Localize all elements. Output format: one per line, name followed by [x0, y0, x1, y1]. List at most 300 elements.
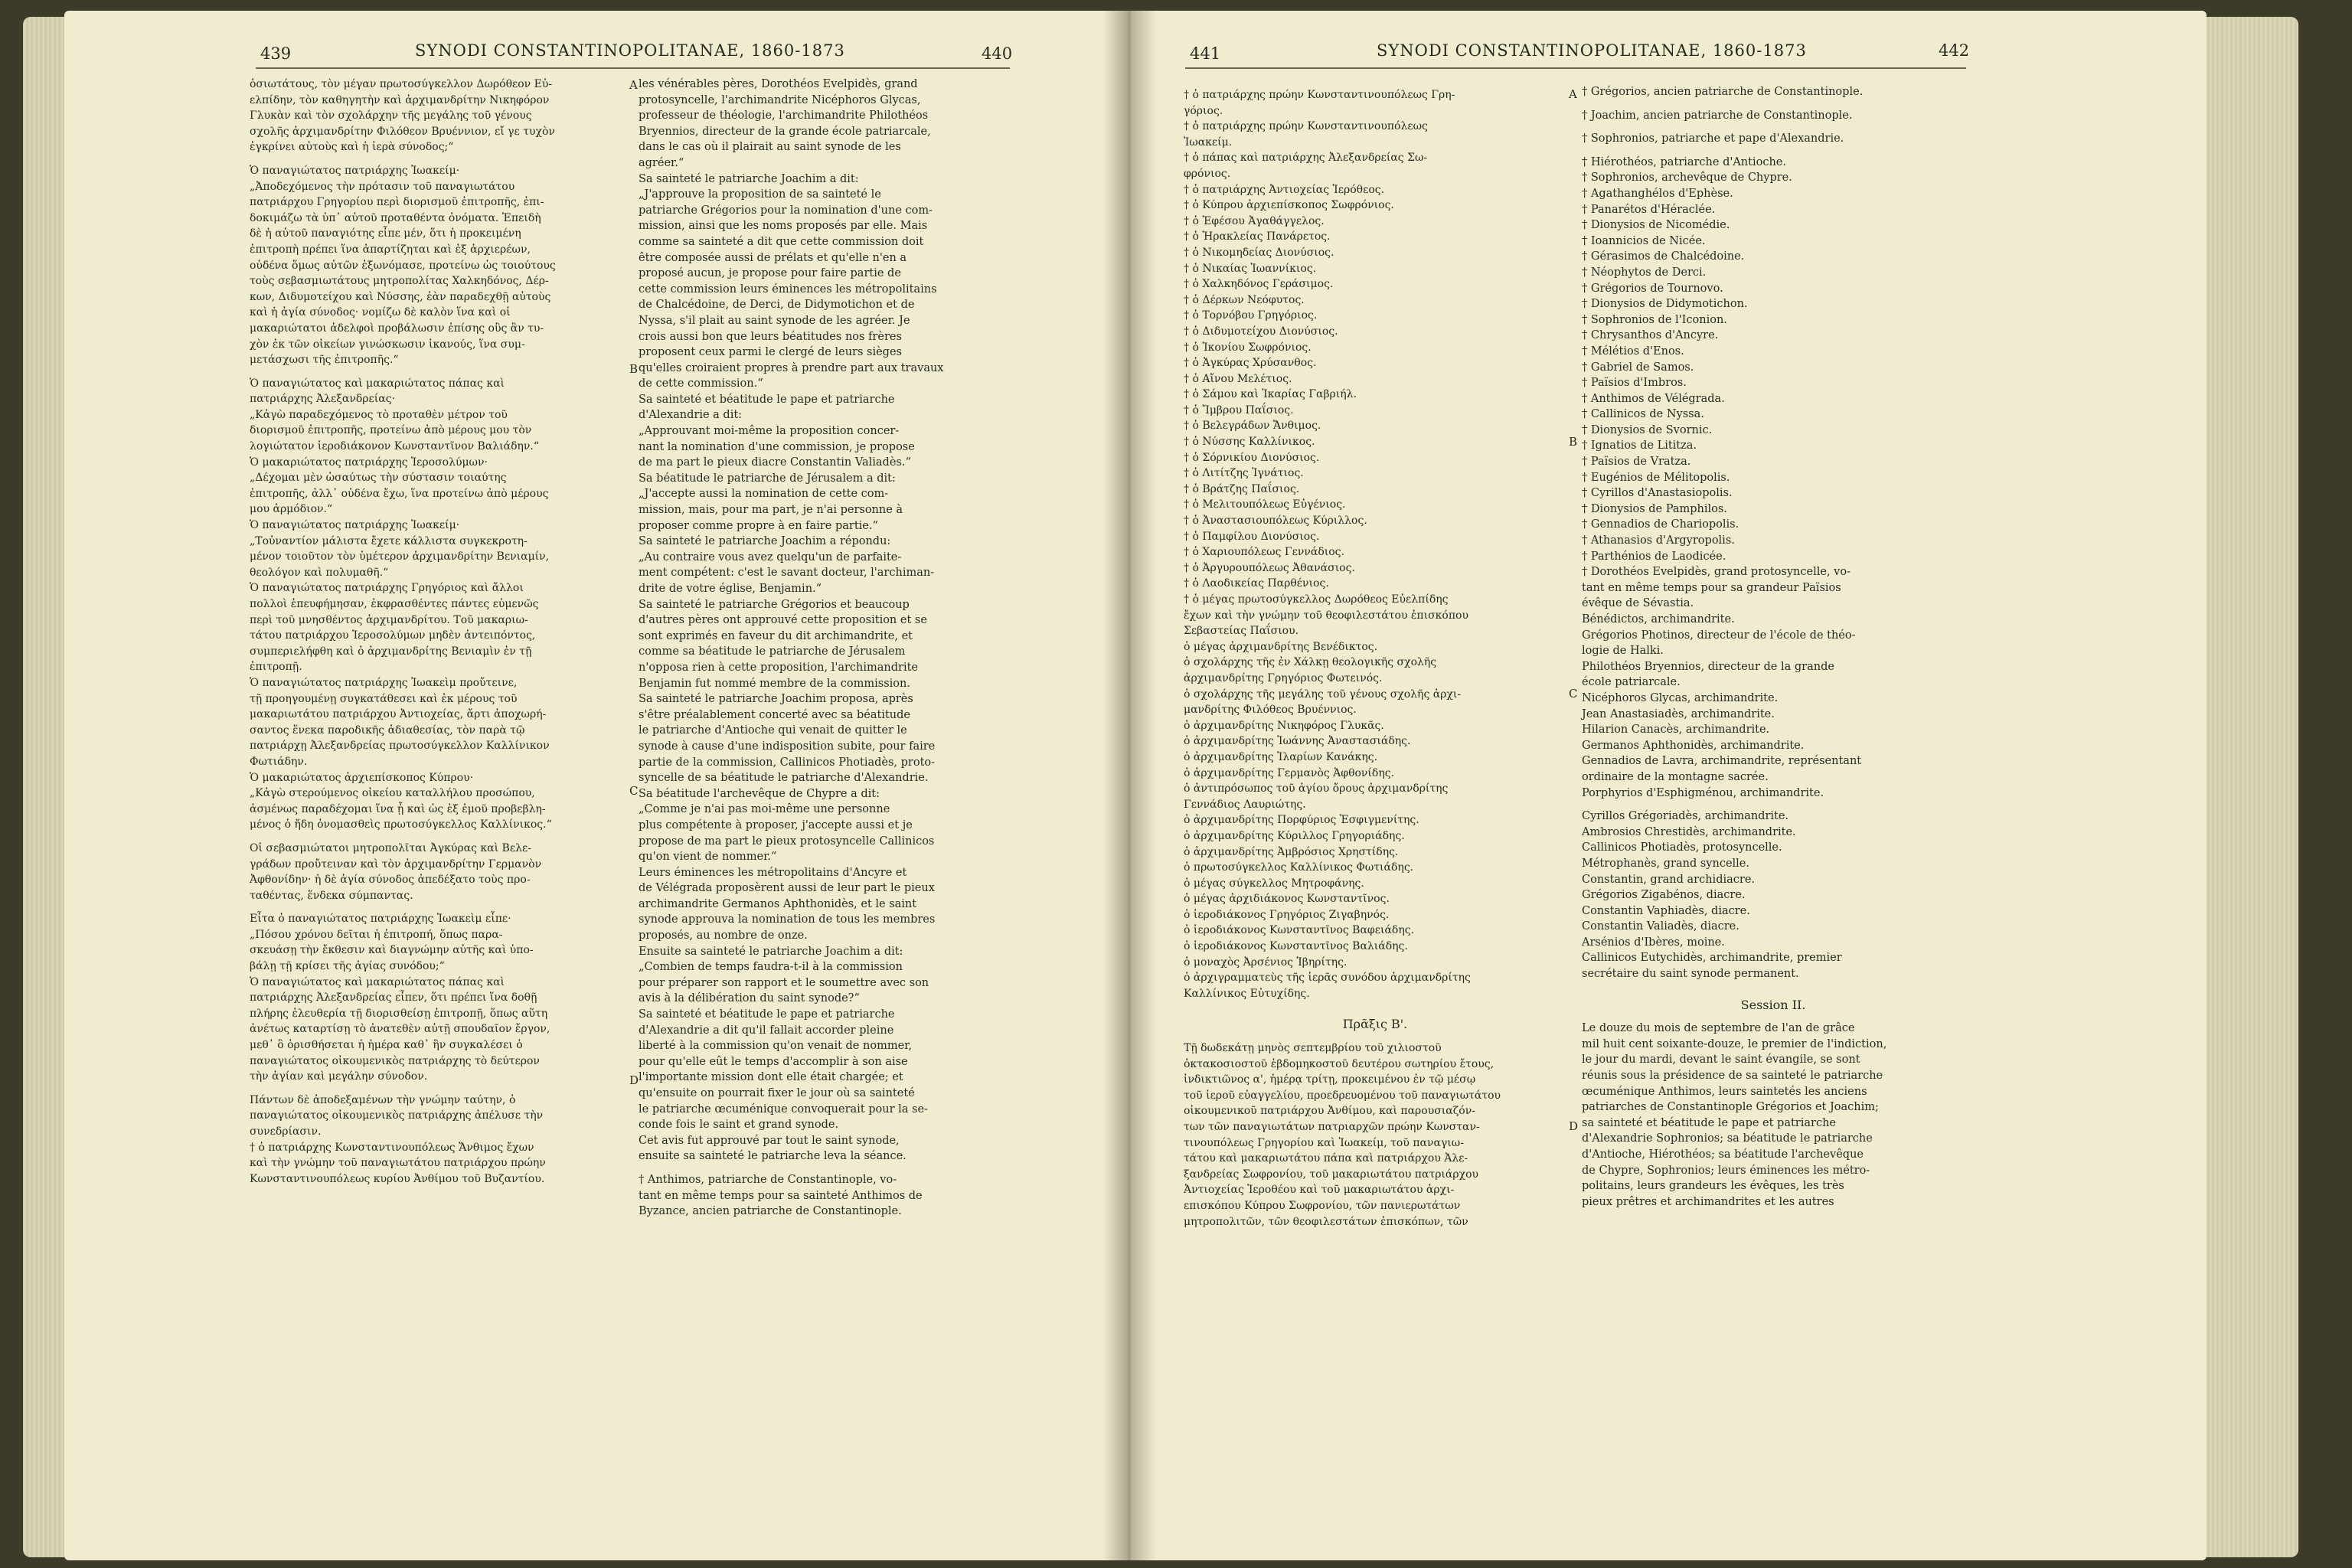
- text-line: Ὁ μακαριώτατος ἀρχιεπίσκοπος Κύπρου·: [250, 771, 474, 784]
- text-line: ελπίδην, τὸν καθηγητὴν καὶ ἀρχιμανδρίτην Νικηφόρον: [250, 93, 550, 106]
- text-line: réunis sous la présidence de sa sainteté le patriarche: [1582, 1070, 1883, 1083]
- text-line: Σεβαστείας Παΐσιου.: [1184, 625, 1299, 638]
- text-line: † Ioannicios de Nicée.: [1582, 234, 1706, 247]
- text-line: comme sa béatitude le patriarche de Jérusalem: [639, 645, 906, 658]
- text-line: ὁ ἀρχιμανδρίτης Ἰωάννης Ἀναστασιάδης.: [1184, 735, 1411, 748]
- text-line: patriarches de Constantinople Grégorios et Joachim;: [1582, 1101, 1879, 1114]
- text-line: [250, 368, 626, 376]
- text-line: ὁ μοναχὸς Ἀρσένιος Ἰβηρίτης.: [1184, 956, 1348, 969]
- text-line: [1582, 147, 1965, 155]
- margin-letter-c: C: [629, 784, 639, 798]
- text-line: πλήρης ἐλευθερία τῇ διορισθείσῃ ἐπιτροπῇ, ὅπως αὕτη: [250, 1007, 548, 1020]
- text-line: θεολόγον καὶ πολυμαθῆ.“: [250, 566, 389, 579]
- text-line: τινουπόλεως Γρηγορίου καὶ Ἰωακείμ, τοῦ παναγιω-: [1184, 1136, 1464, 1149]
- text-line: † ὁ Ἴμβρου Παΐσιος.: [1184, 403, 1294, 416]
- text-line: l'importante mission dont elle était chargée; et: [639, 1071, 903, 1084]
- text-line: ὁ ἀντιπρόσωπος τοῦ ἁγίου ὄρους ἀρχιμανδρίτης: [1184, 782, 1449, 795]
- text-line: † Gabriel de Samos.: [1582, 361, 1694, 374]
- text-line: σχολῆς ἀρχιμανδρίτην Φιλόθεον Βρυέννιον, εἴ γε τυχὸν: [250, 125, 555, 138]
- text-line: † ὁ Μελιτουπόλεως Εὐγένιος.: [1184, 498, 1346, 511]
- text-line: le patriarche œcuménique convoquerait pour la se-: [639, 1102, 928, 1116]
- text-line: d'Alexandrie a dit qu'il fallait accorder pleine: [639, 1024, 894, 1037]
- text-line: école patriarcale.: [1582, 676, 1681, 689]
- text-line: de ma part le pieux diacre Constantin Valiadès.“: [639, 456, 911, 469]
- text-line: d'Alexandrie a dit:: [639, 409, 743, 422]
- text-line: Sa sainteté le patriarche Joachim a répondu:: [639, 535, 891, 548]
- text-line: † Grégorios, ancien patriarche de Constantinople.: [1582, 86, 1864, 98]
- text-line: Hilarion Canacès, archimandrite.: [1582, 724, 1770, 737]
- text-line: Byzance, ancien patriarche de Constantinople.: [639, 1205, 902, 1218]
- text-line: † Néophytos de Derci.: [1582, 266, 1707, 279]
- spacer: [1582, 982, 1965, 998]
- text-line: [250, 155, 626, 163]
- text-line: ταθέντας, ἕνδεκα σύμπαντας.: [250, 889, 413, 902]
- text-line: Bryennios, directeur de la grande école patriarcale,: [639, 125, 931, 138]
- section-heading: Πρᾶξις Β'.: [1342, 1017, 1408, 1032]
- text-line: crois aussi bon que leurs béatitudes nos frères: [639, 330, 902, 343]
- text-line: Ὁ παναγιώτατος πατριάρχης Ἰωακείμ·: [250, 164, 460, 177]
- text-line: ment compétent: c'est le savant docteur, l'archiman-: [639, 567, 935, 580]
- text-line: περὶ τοῦ μνησθέντος ἀρχιμανδρίτου. Τοῦ μακαριω-: [250, 613, 528, 626]
- text-line: † ὁ Κύπρου ἀρχιεπίσκοπος Σωφρόνιος.: [1184, 199, 1394, 212]
- text-line: Γεννάδιος Λαυριώτης.: [1184, 798, 1306, 811]
- margin-letter-c: C: [1569, 687, 1578, 701]
- text-line: μένον τοιοῦτον τὸν ὑμέτερον ἀρχιμανδρίτην Βενιαμίν,: [250, 550, 550, 564]
- text-line: † ὁ πατριάρχης πρώην Κωνσταντινουπόλεως: [1184, 120, 1428, 133]
- text-line: † Sophronios de l'Iconion.: [1582, 313, 1727, 326]
- text-line: ἀσμένως παραδέχομαι ἵνα ᾖ καὶ ὡς ἐξ ἐμοῦ προβεβλη-: [250, 802, 546, 815]
- text-line: † ὁ Ἰκονίου Σωφρόνιος.: [1184, 341, 1312, 354]
- margin-letter-d: D: [1569, 1119, 1579, 1133]
- text-line: d'autres pères ont approuvé cette proposition et se: [639, 614, 927, 627]
- text-line: τῇ προηγουμένῃ συγκατάθεσει καὶ ἐκ μέρους τοῦ: [250, 692, 518, 705]
- text-line: évêque de Sévastia.: [1582, 597, 1694, 610]
- text-line: ἔχων καὶ τὴν γνώμην τοῦ θεοφιλεστάτου ἐπισκόπου: [1184, 609, 1468, 622]
- text-line: Cyrillos Grégoriadès, archimandrite.: [1582, 810, 1789, 823]
- text-line: ὁ ἀρχιμανδρίτης Πορφύριος Ἐσφιγμενίτης.: [1184, 814, 1419, 827]
- text-line: † ὁ Διδυμοτείχου Διονύσιος.: [1184, 325, 1338, 338]
- text-line: † Ignatios de Lititza.: [1582, 439, 1697, 452]
- margin-letter-a: A: [629, 78, 638, 92]
- text-line: † ὁ Ἀναστασιουπόλεως Κύριλλος.: [1184, 514, 1367, 528]
- text-line: τοὺς σεβασμιωτάτους μητροπολίτας Χαλκηδόνος, Δέρ-: [250, 275, 549, 288]
- text-line: ὁσιωτάτους, τὸν μέγαν πρωτοσύγκελλον Δωρόθεον Εὐ-: [250, 78, 553, 90]
- text-line: proposé aucun, je propose pour faire partie de: [639, 267, 901, 280]
- text-line: ὁ ἱεροδιάκονος Γρηγόριος Ζιγαβηνός.: [1184, 908, 1390, 921]
- text-line: μένος ὁ ἤδη ὀνομασθεὶς πρωτοσύγκελλος Καλλίνικος.“: [250, 818, 552, 831]
- text-line: ὁ μέγας ἀρχιμανδρίτης Βενέδικτος.: [1184, 640, 1378, 653]
- text-line: „J'approuve la proposition de sa sainteté le: [639, 188, 881, 201]
- margin-letter-b: B: [629, 362, 639, 376]
- text-line: † ὁ Παμφίλου Διονύσιος.: [1184, 530, 1320, 543]
- text-line: „Κἀγὼ στερούμενος οἰκείου καταλλήλου προσώπου,: [250, 787, 535, 800]
- text-line: s'être préalablement concerté avec sa béatitude: [639, 708, 910, 721]
- text-line: tant en même temps pour sa grandeur Païsios: [1582, 581, 1841, 594]
- left-page-edges: [23, 17, 66, 1557]
- text-line: mission, mais, pour ma part, je n'ai personne à: [639, 504, 903, 517]
- text-line: Jean Anastasiadès, archimandrite.: [1582, 707, 1775, 720]
- text-line: Sa sainteté et béatitude le pape et patriarche: [639, 1008, 895, 1021]
- text-line: cette commission leurs éminences les métropolitains: [639, 283, 937, 296]
- text-line: † ὁ Τορνόβου Γρηγόριος.: [1184, 309, 1318, 322]
- text-line: de cette commission.“: [639, 377, 763, 390]
- text-line: † ὁ Ἀργυρουπόλεως Ἀθανάσιος.: [1184, 561, 1355, 574]
- text-line: secrétaire du saint synode permanent.: [1582, 968, 1799, 981]
- text-line: † Grégorios de Tournovo.: [1582, 282, 1723, 295]
- text-line: † ὁ πατριάρχης πρώην Κωνσταντινουπόλεως Γρη-: [1184, 89, 1455, 101]
- text-line: synode à cause d'une indisposition subite, pour faire: [639, 740, 936, 753]
- text-line: Arsénios d'Ibères, moine.: [1582, 936, 1725, 949]
- text-line: † Anthimos, patriarche de Constantinople, vo-: [639, 1173, 897, 1186]
- text-line: Gennadios de Lavra, archimandrite, représentant: [1582, 755, 1862, 768]
- text-line: κων, Διδυμοτείχου καὶ Νύσσης, ἐὰν παραδεχθῇ αὐτοὺς: [250, 290, 551, 303]
- text-line: „Approuvant moi-même la proposition concer-: [639, 425, 900, 438]
- text-line: pieux prêtres et archimandrites et les autres: [1582, 1195, 1834, 1208]
- text-line: Ὁ μακαριώτατος πατριάρχης Ἱεροσολύμων·: [250, 456, 488, 469]
- text-line: proposés, au nombre de onze.: [639, 929, 808, 942]
- text-line: † ὁ Σόρνικίου Διονύσιος.: [1184, 451, 1320, 464]
- text-line: πατριάρχης Ἀλεξανδρείας εἶπεν, ὅτι πρέπει ἵνα δοθῇ: [250, 991, 537, 1004]
- text-line: Ensuite sa sainteté le patriarche Joachim a dit:: [639, 945, 903, 958]
- page-number: 441: [1190, 44, 1221, 63]
- text-line: Sa sainteté le patriarche Grégorios et beaucoup: [639, 598, 910, 611]
- text-line: μακαριωτάτου πατριάρχου Ἀντιοχείας, ἄρτι ἀποχωρή-: [250, 708, 547, 721]
- text-line: ἐπιτροπῆς, ἀλλ᾽ οὐδένα ἔχω, ἵνα προτείνω ἀπὸ μέρους: [250, 487, 549, 500]
- text-line: επισκόπου Κύπρου Σωφρονίου, τῶν πανιερωτάτων: [1184, 1199, 1461, 1212]
- text-line: sa sainteté et béatitude le pape et patriarche: [1582, 1116, 1836, 1129]
- text-line: de Vélégrada proposèrent aussi de leur part le pieux: [639, 882, 935, 895]
- text-line: † Parthénios de Laodicée.: [1582, 550, 1726, 563]
- page-number: 442: [1939, 41, 1970, 60]
- text-line: δοκιμάζω τὰ ὑπ᾽ αὐτοῦ προταθέντα ὀνόματα. Ἐπειδὴ: [250, 211, 541, 224]
- text-line: ὁ μέγας σύγκελλος Μητροφάνης.: [1184, 877, 1364, 890]
- text-line: Grégorios Photinos, directeur de l'école de théo-: [1582, 629, 1856, 642]
- text-line: † Dionysios de Svornic.: [1582, 423, 1713, 436]
- text-line: μου ἁρμόδιον.“: [250, 503, 333, 516]
- text-line: παναγιώτατος οἰκουμενικὸς πατριάρχης τὸ δεύτερον: [250, 1054, 540, 1067]
- text-line: le patriarche d'Antioche qui venait de quitter le: [639, 724, 907, 737]
- text-line: Τῇ δωδεκάτῃ μηνὸς σεπτεμβρίου τοῦ χιλιοστοῦ: [1184, 1042, 1442, 1055]
- text-line: [1582, 123, 1965, 131]
- text-line: ὁ πρωτοσύγκελλος Καλλίνικος Φωτιάδης.: [1184, 861, 1414, 874]
- text-line: ἀνέτως καταρτίσῃ τὸ ἀνατεθὲν αὐτῇ σπουδαῖον ἔργον,: [250, 1023, 550, 1036]
- text-line: † Anthimos de Vélégrada.: [1582, 392, 1725, 405]
- left-page: [64, 11, 1129, 1560]
- text-line: propose de ma part le pieux protosyncelle Callinicos: [639, 835, 935, 848]
- text-line: ἀρχιμανδρίτης Γρηγόριος Φωτεινός.: [1184, 671, 1383, 684]
- text-line: γράδων προὔτειναν καὶ τὸν ἀρχιμανδρίτην Γερμανὸν: [250, 858, 542, 871]
- text-line: † Mélétios d'Enos.: [1582, 345, 1684, 358]
- text-line: † Cyrillos d'Anastasiopolis.: [1582, 487, 1733, 500]
- text-line: qu'ensuite on pourrait fixer le jour où sa sainteté: [639, 1087, 915, 1099]
- text-line: ἰνδικτιῶνος α', ἡμέρᾳ τρίτῃ, προκειμένου ἐν τῷ μέσῳ: [1184, 1073, 1476, 1086]
- text-line: σαντος ἕνεκα παροδικῆς ἀδιαθεσίας, τὸν παρὰ τῷ: [250, 724, 525, 737]
- text-line: Constantin Valiadès, diacre.: [1582, 920, 1740, 933]
- text-line: † Hiérothéos, patriarche d'Antioche.: [1582, 155, 1786, 168]
- text-line: χὸν ἐκ τῶν οἰκείων γινώσκωσιν ἱκανούς, ἵνα συμ-: [250, 338, 525, 351]
- text-line: politains, leurs grandeurs les évêques, les très: [1582, 1180, 1844, 1193]
- text-line: proposer comme propre à en faire partie.“: [639, 519, 878, 532]
- text-line: Constantin Vaphiadès, diacre.: [1582, 904, 1750, 917]
- text-line: ὁ σχολάρχης τῆς ἐν Χάλκῃ θεολογικῆς σχολῆς: [1184, 656, 1437, 669]
- text-line: mission, ainsi que les noms proposés par elle. Mais: [639, 220, 928, 233]
- text-line: Sa béatitude le patriarche de Jérusalem a dit:: [639, 472, 896, 485]
- text-line: professeur de théologie, l'archimandrite Philothéos: [639, 109, 929, 122]
- text-line: ἐγκρίνει αὐτοὺς καὶ ἡ ἱερὰ σύνοδος;“: [250, 141, 454, 154]
- text-line: Germanos Aphthonidès, archimandrite.: [1582, 739, 1805, 752]
- text-line: mil huit cent soixante-douze, le premier de l'indiction,: [1582, 1037, 1887, 1050]
- text-line: pour qu'elle eût le temps d'accomplir à son aise: [639, 1055, 908, 1068]
- right-page-edges: [2207, 17, 2298, 1557]
- text-line: † ὁ Σάμου καὶ Ἰκαρίας Γαβριήλ.: [1184, 388, 1357, 401]
- text-line: Ὁ παναγιώτατος πατριάρχης Ἰωακεὶμ προὔτεινε,: [250, 676, 518, 689]
- text-line: „J'accepte aussi la nomination de cette com-: [639, 488, 889, 501]
- text-line: Ὁ παναγιώτατος καὶ μακαριώτατος πάπας καὶ: [250, 377, 505, 390]
- text-line: † Dionysios de Nicomédie.: [1582, 219, 1730, 232]
- header-rule: [256, 67, 1010, 69]
- text-line: πατριάρχης Ἀλεξανδρείας·: [250, 393, 396, 406]
- text-line: † ὁ μέγας πρωτοσύγκελλος Δωρόθεος Εὐελπίδης: [1184, 593, 1449, 606]
- text-line: τάτου καὶ μακαριωτάτου πάπα καὶ πατριάρχου Ἀλε-: [1184, 1152, 1468, 1165]
- text-line: ὁ ἱεροδιάκονος Κωνσταντῖνος Βαλιάδης.: [1184, 940, 1408, 953]
- text-line: † ὁ Βελεγράδων Ἄνθιμος.: [1184, 420, 1321, 433]
- text-line: † Panarétos d'Héraclée.: [1582, 203, 1716, 216]
- right-page: [1129, 11, 2207, 1560]
- text-line: πατριάρχου Γρηγορίου περὶ διορισμοῦ ἐπιτροπῆς, ἐπι-: [250, 196, 544, 209]
- greek-column: [1184, 87, 1566, 1230]
- text-line: διορισμοῦ ἐπιτροπῆς, προτείνω ἀπὸ μέρους μου τὸν: [250, 424, 532, 437]
- text-line: Le douze du mois de septembre de l'an de grâce: [1582, 1022, 1855, 1035]
- text-line: † ὁ Χαλκηδόνος Γεράσιμος.: [1184, 278, 1334, 291]
- text-line: partie de la commission, Callinicos Photiadès, proto-: [639, 756, 936, 769]
- text-line: les vénérables pères, Dorothéos Evelpidès, grand: [639, 78, 918, 90]
- page-number: 440: [982, 44, 1013, 63]
- text-line: Ὁ παναγιώτατος πατριάρχης Ἰωακείμ·: [250, 519, 460, 532]
- text-line: Leurs éminences les métropolitains d'Ancyre et: [639, 866, 907, 879]
- text-line: ὁ ἀρχιμανδρίτης Ἀμβρόσιος Χρηστίδης.: [1184, 845, 1399, 858]
- text-line: Cet avis fut approuvé par tout le saint synode,: [639, 1134, 900, 1147]
- text-line: ἐπιτροπὴ πρέπει ἵνα ἀπαρτίζηται καὶ ἐξ ἀρχιερέων,: [250, 243, 531, 256]
- text-line: Métrophanès, grand syncelle.: [1582, 857, 1749, 870]
- latin-column: [639, 77, 1012, 1220]
- text-line: Constantin, grand archidiacre.: [1582, 873, 1756, 886]
- text-line: † Callinicos de Nyssa.: [1582, 408, 1704, 421]
- text-line: ordinaire de la montagne sacrée.: [1582, 770, 1769, 783]
- text-line: † ὁ Νικομηδείας Διονύσιος.: [1184, 246, 1334, 259]
- margin-letter-d: D: [629, 1073, 639, 1087]
- text-line: Οἱ σεβασμιώτατοι μητροπολῖται Ἀγκύρας καὶ Βελε-: [250, 841, 531, 854]
- text-line: ὁ σχολάρχης τῆς μεγάλης τοῦ γένους σχολῆς ἀρχι-: [1184, 688, 1462, 701]
- text-line: μετάσχωσι τῆς ἐπιτροπῆς.“: [250, 354, 399, 367]
- text-line: ὁ ἀρχιμανδρίτης Γερμανὸς Ἀφθονίδης.: [1184, 766, 1395, 779]
- text-line: † Eugénios de Mélitopolis.: [1582, 471, 1730, 484]
- text-line: de Chypre, Sophronios; leurs éminences les métro-: [1582, 1164, 1870, 1177]
- text-line: παναγιώτατος οἰκουμενικὸς πατριάρχης ἀπέλυσε τὴν: [250, 1109, 544, 1122]
- text-line: ὁ ἀρχιμανδρίτης Ἱλαρίων Κανάκης.: [1184, 750, 1378, 763]
- text-line: † Païsios d'Imbros.: [1582, 377, 1687, 390]
- text-line: μακαριώτατοι ἀδελφοὶ προβάλωσιν ἐπίσης οὓς ἂν τυ-: [250, 322, 544, 335]
- text-line: [1582, 801, 1965, 808]
- text-line: γόριος.: [1184, 104, 1223, 117]
- text-line: συνεδρίασιν.: [250, 1125, 322, 1138]
- text-line: † ὁ Αἴνου Μελέτιος.: [1184, 372, 1292, 385]
- text-line: œcuménique Anthimos, leurs saintetés les anciens: [1582, 1085, 1867, 1098]
- text-line: plus compétente à proposer, j'accepte aussi et je: [639, 818, 913, 831]
- text-line: qu'on vient de nommer.“: [639, 851, 777, 864]
- text-line: τοῦ ἱεροῦ εὐαγγελίου, προεδρευομένου τοῦ παναγιωτάτου: [1184, 1089, 1501, 1102]
- text-line: patriarche Grégorios pour la nomination d'une com-: [639, 204, 933, 217]
- text-line: † ὁ Νικαίας Ἰωαννίκιος.: [1184, 262, 1317, 275]
- text-line: καὶ ἡ ἁγία σύνοδος· νομίζω δὲ καλὸν ἵνα καὶ οἱ: [250, 306, 511, 319]
- text-line: tant en même temps pour sa sainteté Anthimos de: [639, 1189, 923, 1202]
- text-line: Εἶτα ὁ παναγιώτατος πατριάρχης Ἰωακεὶμ εἶπε·: [250, 913, 511, 926]
- text-line: των τῶν παναγιωτάτων πατριαρχῶν πρώην Κωνσταν-: [1184, 1121, 1480, 1133]
- spacer: [1184, 1001, 1566, 1017]
- text-line: „Comme je n'ai pas moi-même une personne: [639, 803, 890, 816]
- text-line: [639, 1165, 1012, 1172]
- text-line: † Chrysanthos d'Ancyre.: [1582, 329, 1719, 342]
- text-line: Ἀντιοχείας Ἱεροθέου καὶ τοῦ μακαριωτάτου ἀρχι-: [1184, 1184, 1455, 1197]
- text-line: ὁ ἀρχιμανδρίτης Κύριλλος Γρηγοριάδης.: [1184, 829, 1405, 842]
- latin-column: [1582, 84, 1965, 1210]
- text-line: Sa sainteté le patriarche Joachim proposa, après: [639, 693, 913, 706]
- text-line: πατριάρχῃ Ἀλεξανδρείας πρωτοσύγκελλον Καλλίνικον: [250, 740, 550, 753]
- text-line: Grégorios Zigabénos, diacre.: [1582, 889, 1746, 902]
- text-line: Callinicos Photiadès, protosyncelle.: [1582, 841, 1782, 854]
- text-line: Callinicos Eutychidès, archimandrite, premier: [1582, 952, 1842, 965]
- header-rule: [1185, 67, 1966, 69]
- text-line: „Ἀποδεχόμενος τὴν πρότασιν τοῦ παναγιωτάτου: [250, 180, 515, 193]
- text-line: πολλοὶ ἐπευφήμησαν, ἐκφρασθέντες πάντες εὐμενῶς: [250, 598, 539, 610]
- text-line: drite de votre église, Benjamin.“: [639, 583, 822, 595]
- text-line: † Dorothéos Evelpidès, grand protosyncelle, vo-: [1582, 566, 1851, 579]
- text-line: † Gennadios de Chariopolis.: [1582, 518, 1740, 531]
- text-line: † Joachim, ancien patriarche de Constantinople.: [1582, 109, 1853, 122]
- text-line: Ὁ παναγιώτατος καὶ μακαριώτατος πάπας καὶ: [250, 975, 505, 988]
- text-line: † ὁ Βράτζης Παΐσιος.: [1184, 482, 1300, 495]
- text-line: „Κἀγὼ παραδεχόμενος τὸ προταθὲν μέτρον τοῦ: [250, 408, 508, 421]
- text-line: d'Antioche, Hiérothéos; sa béatitude l'archevêque: [1582, 1148, 1864, 1161]
- text-line: † ὁ Δέρκων Νεόφυτος.: [1184, 293, 1305, 306]
- text-line: μεθ᾽ ὃ ὁρισθήσεται ἡ ἡμέρα καθ᾽ ἣν συγκαλέσει ὁ: [250, 1039, 523, 1052]
- text-line: comme sa sainteté a dit que cette commission doit: [639, 235, 924, 248]
- margin-letter-b: B: [1569, 435, 1578, 449]
- text-line: οὐδένα ὅμως αὐτῶν ἐξωνόμασε, προτείνω ὡς τοιούτους: [250, 259, 556, 272]
- text-line: Nicéphoros Glycas, archimandrite.: [1582, 691, 1779, 704]
- text-line: μανδρίτης Φιλόθεος Βρυέννιος.: [1184, 704, 1357, 717]
- text-line: „Τοὐναντίον μάλιστα ἔχετε κάλλιστα συγκεκροτη-: [250, 534, 528, 547]
- text-line: Sa sainteté le patriarche Joachim a dit:: [639, 172, 859, 185]
- text-line: μητροπολιτῶν, τῶν θεοφιλεστάτων ἐπισκόπων, τῶν: [1184, 1215, 1468, 1228]
- text-line: avis à la délibération du saint synode?“: [639, 992, 860, 1005]
- text-line: pour préparer son rapport et le soumettre avec son: [639, 976, 929, 989]
- text-line: † ὁ Νύσσης Καλλίνικος.: [1184, 436, 1315, 449]
- text-line: ὁ ἀρχιμανδρίτης Νικηφόρος Γλυκᾶς.: [1184, 719, 1384, 732]
- text-line: Ὁ παναγιώτατος πατριάρχης Γρηγόριος καὶ ἄλλοι: [250, 582, 524, 595]
- text-line: „Πόσου χρόνου δεῖται ἡ ἐπιτροπή, ὅπως παρα-: [250, 928, 503, 941]
- text-line: d'Alexandrie Sophronios; sa béatitude le patriarche: [1582, 1132, 1873, 1145]
- text-line: † Agathanghélos d'Ephèse.: [1582, 187, 1733, 200]
- text-line: logie de Halki.: [1582, 645, 1664, 658]
- text-line: † Dionysios de Pamphilos.: [1582, 502, 1727, 515]
- text-line: Porphyrios d'Esphigménou, archimandrite.: [1582, 786, 1824, 799]
- text-line: † ὁ πατριάρχης Ἀντιοχείας Ἱερόθεος.: [1184, 183, 1385, 196]
- text-line: † Gérasimos de Chalcédoine.: [1582, 250, 1745, 263]
- text-line: syncelle de sa béatitude le patriarche d'Alexandrie.: [639, 772, 929, 785]
- text-line: † ὁ Ἐφέσου Ἀγαθάγγελος.: [1184, 214, 1325, 227]
- text-line: protosyncelle, l'archimandrite Nicéphoros Glycas,: [639, 93, 921, 106]
- text-line: † ὁ πάπας καὶ πατριάρχης Ἀλεξανδρείας Σω-: [1184, 152, 1428, 165]
- text-line: ξανδρείας Σωφρονίου, τοῦ μακαριωτάτου πατριάρχου: [1184, 1168, 1479, 1181]
- text-line: Γλυκὰν καὶ τὸν σχολάρχην τῆς μεγάλης τοῦ γένους: [250, 109, 532, 122]
- text-line: † Dionysios de Didymotichon.: [1582, 298, 1748, 311]
- text-line: ἐπιτροπῇ.: [250, 661, 302, 674]
- text-line: „Δέχομαι μὲν ὡσαύτως τὴν σύστασιν τοιαύτης: [250, 472, 507, 485]
- text-line: Ἀφθονίδην· ἡ δὲ ἁγία σύνοδος ἀπεδέξατο τοὺς προ-: [250, 874, 531, 887]
- text-line: n'opposa rien à cette proposition, l'archimandrite: [639, 661, 919, 674]
- text-line: † ὁ Ἀγκύρας Χρύσανθος.: [1184, 357, 1317, 370]
- text-line: ὁ ἀρχιγραμματεὺς τῆς ἱερᾶς συνόδου ἀρχιμανδρίτης: [1184, 972, 1471, 985]
- text-line: † ὁ Ἡρακλείας Πανάρετος.: [1184, 230, 1331, 243]
- text-line: Nyssa, s'il plait au saint synode de les agréer. Je: [639, 314, 910, 327]
- text-line: Ambrosios Chrestidès, archimandrite.: [1582, 825, 1796, 838]
- text-line: φρόνιος.: [1184, 167, 1231, 180]
- text-line: Sa sainteté et béatitude le pape et patriarche: [639, 393, 895, 406]
- text-line: le jour du mardi, devant le saint évangile, se sont: [1582, 1054, 1860, 1067]
- text-line: † Athanasios d'Argyropolis.: [1582, 534, 1735, 547]
- margin-letter-a: A: [1569, 87, 1577, 101]
- text-line: ὀκτακοσιοστοῦ ἑβδομηκοστοῦ δευτέρου σωτηρίου ἔτους,: [1184, 1057, 1494, 1070]
- text-line: synode approuva la nomination de tous les membres: [639, 913, 936, 926]
- text-line: [250, 903, 626, 911]
- text-line: agréer.“: [639, 156, 684, 169]
- running-header: SYNODI CONSTANTINOPOLITANAE, 1860-1873: [1377, 41, 1807, 60]
- text-line: † Païsios de Vratza.: [1582, 456, 1691, 469]
- text-line: λογιώτατον ἱεροδιάκονον Κωνσταντῖνον Βαλιάδην.“: [250, 440, 540, 453]
- text-line: ὁ ἱεροδιάκονος Κωνσταντῖνος Βαφειάδης.: [1184, 924, 1415, 937]
- text-line: δὲ ἡ αὐτοῦ παναγιότης εἶπε μέν, ὅτι ἡ προκειμένη: [250, 227, 521, 240]
- text-line: οἰκουμενικοῦ πατριάρχου Ἀνθίμου, καὶ παρουσιαζόν-: [1184, 1105, 1475, 1118]
- text-line: τάτου πατριάρχου Ἱεροσολύμων μηδὲν ἀντειπόντος,: [250, 629, 536, 642]
- text-line: ensuite sa sainteté le patriarche leva la séance.: [639, 1150, 906, 1163]
- text-line: τὴν ἁγίαν καὶ μεγάλην σύνοδον.: [250, 1070, 428, 1083]
- text-line: καὶ τὴν γνώμην τοῦ παναγιωτάτου πατριάρχου πρώην: [250, 1157, 546, 1170]
- text-line: ὁ μέγας ἀρχιδιάκονος Κωνσταντῖνος.: [1184, 893, 1390, 906]
- text-line: proposent ceux parmi le clergé de leurs sièges: [639, 346, 902, 359]
- text-line: [250, 833, 626, 841]
- text-line: Φωτιάδην.: [250, 755, 308, 768]
- text-line: † ὁ πατριάρχης Κωνσταντινουπόλεως Ἄνθιμος ἔχων: [250, 1141, 534, 1154]
- text-line: archimandrite Germanos Aphthonidès, et le saint: [639, 897, 917, 910]
- text-line: dans le cas où il plairait au saint synode de les: [639, 141, 901, 154]
- text-line: † ὁ Λιτίτζης Ἰγνάτιος.: [1184, 467, 1304, 480]
- text-line: Benjamin fut nommé membre de la commission.: [639, 677, 910, 690]
- running-header: SYNODI CONSTANTINOPOLITANAE, 1860-1873: [415, 41, 845, 60]
- text-line: σκευάσῃ τὴν ἔκθεσιν καὶ διαγνώμην αὐτῆς καὶ ὑπο-: [250, 944, 534, 957]
- text-line: de Chalcédoine, de Derci, de Didymotichon et de: [639, 299, 915, 312]
- text-line: qu'elles croiraient propres à prendre part aux travaux: [639, 361, 944, 374]
- text-line: † Sophronios, patriarche et pape d'Alexandrie.: [1582, 132, 1844, 145]
- page-number: 439: [260, 44, 292, 63]
- text-line: être composée aussi de prélats et qu'elle n'en a: [639, 251, 907, 264]
- text-line: „Au contraire vous avez quelqu'un de parfaite-: [639, 550, 902, 564]
- text-line: conde fois le saint et grand synode.: [639, 1119, 839, 1132]
- text-line: † Sophronios, archevêque de Chypre.: [1582, 172, 1792, 185]
- text-line: συμπεριελήφθη καὶ ὁ ἀρχιμανδρίτης Βενιαμὶν ἐν τῇ: [250, 645, 532, 658]
- text-line: „Combien de temps faudra-t-il à la commission: [639, 961, 903, 974]
- text-line: [1582, 100, 1965, 108]
- text-line: Ἰωακείμ.: [1184, 136, 1233, 149]
